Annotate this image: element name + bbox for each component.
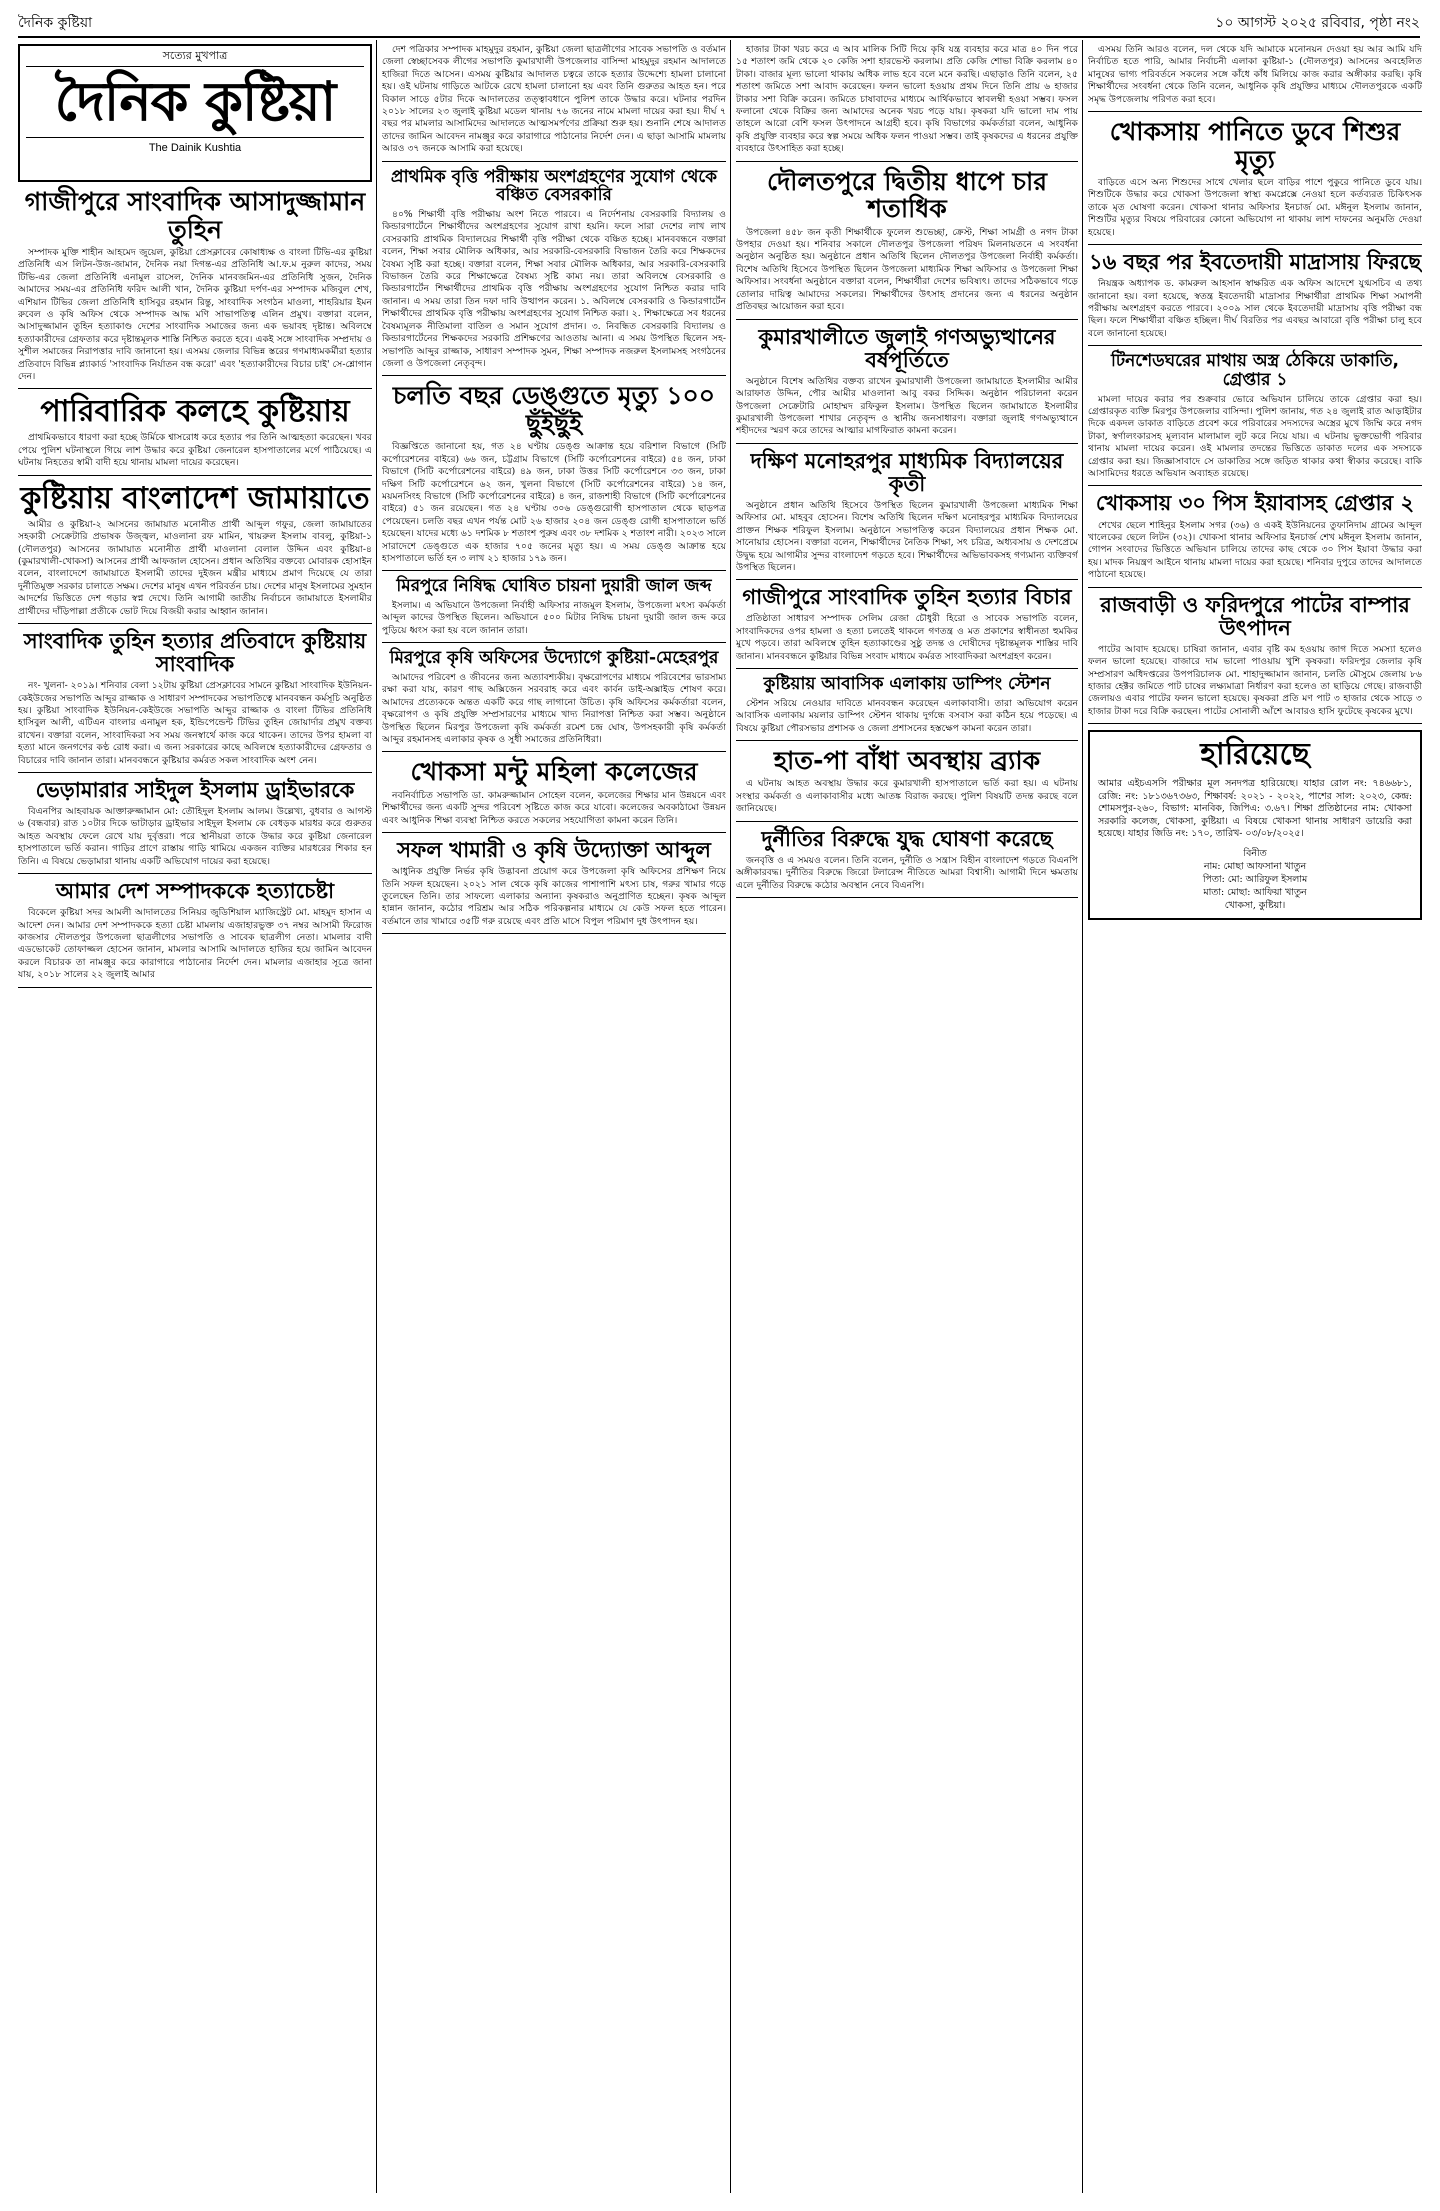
- news-story-khoksa-drowning: [1088, 118, 1422, 245]
- column-divider: [730, 40, 731, 2193]
- story-headline: সাংবাদিক তুহিন হত্যার প্রতিবাদে কুষ্টিয়ায় সাংবাদিক: [23, 628, 367, 677]
- story-headline: গাজীপুরে সাংবাদিক আসাদুজ্জামান তুহিন: [24, 187, 366, 244]
- story-body: ইসলাম। এ অভিযানে উপজেলা নির্বাহী অফিসার নাজমুল ইসলাম, উপজেলা মৎস্য কর্মকর্তা আব্দুল কাদের উপস্থিত ছিলেন। অভিযানে ৫০০ মিটার নিষিদ্ধ চায়না দুয়ারী জাল জব্দ করে পুড়িয়ে ধ্বংস করা হয় বলে জানান তারা।: [382, 600, 726, 636]
- header-paper-name: দৈনিক কুষ্টিয়া: [18, 15, 93, 31]
- news-story-primary-school: [382, 168, 726, 377]
- story-headline: আমার দেশ সম্পাদককে হত্যাচেষ্টা: [55, 879, 335, 904]
- story-body: প্রাথমিকভাবে ধারণা করা হচ্ছে উর্মিকে শ্বাসরোধ করে হত্যার পর তিনি আত্মহত্যা করেছেন। খবর পেয়ে পুলিশ ঘটনাস্থলে গিয়ে লাশ উদ্ধার করে কুষ্টিয়া জেনারেল হাসপাতালের মর্গে পাঠিয়েছে। এ ঘটনায় নিহতের স্বামী বাদী হয়ে থানায় মামলা দায়ের করেছেন।: [18, 432, 372, 469]
- story-body: বিকেলে কুষ্টিয়া সদর আমলী আদালতের সিনিয়র জুডিশিয়াল ম্যাজিস্ট্রেট মো. মাহমুদ হাসান এ আদেশ দেন। আমার দেশ সম্পাদককে হত্যা চেষ্টা মামলায় এজাহারভুক্ত ৩৭ নম্বর আসামী ফিরোজ কাজসার দৌলতপুর উপজেলা ছাত্রলীগের সভাপতি ও সাবেক ছাত্রলীগ নেতা। মামলার বাদী এডভোকেট তোফাজ্জল হোসেন জানান, মামলার আসামি আদালতে হাজির হয়ে জামিন আবেদন করলে বিচারক তা নামঞ্জুর করে কারাগারে পাঠানোর নির্দেশ দেন। মামলার এজাহার সূত্রে জানা যায়, ২০১৮ সালের ২২ জুলাই আমার: [18, 907, 372, 981]
- column-divider: [1082, 40, 1083, 2193]
- story-body: মামলা দায়ের করার পর শুক্রবার ভোরে অভিযান চালিয়ে তাকে গ্রেপ্তার করা হয়। গ্রেপ্তারকৃত ব্যক্তি মিরপুর উপজেলার বাসিন্দা। পুলিশ জানায়, গত ২৪ জুলাই রাত আড়াইটার দিকে একদল ডাকাত বাড়িতে প্রবেশ করে পরিবারের সদস্যদের অস্ত্রের মুখে জিম্মি করে নগদ টাকা, স্বর্ণালংকারসহ মূল্যবান মালামাল লুট করে নিয়ে যায়। এ ঘটনায় ভুক্তভোগী পরিবার থানায় মামলা দায়ের করেন। ওই মামলার তদন্তের ভিত্তিতে ডাকাত দলের এক সদস্যকে গ্রেপ্তার করা হয়। জিজ্ঞাসাবাদে সে ডাকাতির সঙ্গে জড়িত থাকার কথা স্বীকার করেছে। বাকি আসামিদের ধরতে অভিযান অব্যাহত রয়েছে।: [1088, 393, 1422, 479]
- story-headline: চলতি বছর ডেঙ্গুতে মৃত্যু ১০০ ছুঁইছুঁই: [392, 381, 716, 438]
- lost-notice-body: আমার এইচএসসি পরীক্ষার মূল সনদপত্র হারিয়েছে। যাহার রোল নং: ৭৪৬৬৮১, রেজি: নং: ১৮১৩৬৭৩৬৩, শিক্ষাবর্ষ: ২০২১ - ২০২২, পাশের সাল: ২০২৩, কেন্দ্র: শোমসপুর-২৬০, বিভাগ: মানবিক, জিপিএ: ৩.৬৭। শিক্ষা প্রতিষ্ঠানের নাম: খোকসা সরকারি কলেজ, খোকসা, কুষ্টিয়া। এ বিষয়ে খোকসা থানায় সাধারণ ডায়েরি করা হয়েছে। যাহার জিডি নং: ১৭০, তারিখ- ০৩/০৮/২০২৫।: [1098, 778, 1412, 840]
- column-3-stories: [736, 44, 1078, 898]
- story-headline: ১৬ বছর পর ইবতেদায়ী মাদ্রাসায় ফিরছে: [1088, 250, 1422, 275]
- masthead-logo: দৈনিক কুষ্টিয়া: [26, 66, 364, 138]
- story-body: নিয়ন্ত্রক অধ্যাপক ড. কামরুল আহসান স্বাক্ষরিত এক অফিস আদেশে যুগ্মসচিব এ তথ্য জানানো হয়। বলা হয়েছে, স্বতন্ত্র ইবতেদায়ী মাদ্রাসার শিক্ষার্থীরা প্রাথমিক শিক্ষা সমাপনী পরীক্ষায় অংশগ্রহণ করতে পারবে। ২০০৯ সাল থেকে ইবতেদায়ী মাদ্রাসায় বৃত্তি পরীক্ষা বন্ধ ছিল। ফলে শিক্ষার্থীরা বঞ্চিত হচ্ছিল। দীর্ঘ বিরতির পর এবছর আবারো বৃত্তি পরীক্ষা চালু হবে বলে জানানো হয়েছে।: [1088, 278, 1422, 339]
- news-story-daulatpur-400: [736, 168, 1078, 320]
- column-1: [18, 44, 372, 2191]
- news-story-farmer-success: [382, 839, 726, 934]
- story-body: অনুষ্ঠানে প্রধান অতিথি হিসেবে উপস্থিত ছিলেন কুমারখালী উপজেলা মাধ্যমিক শিক্ষা অফিসার মো. মাহবুব হোসেন। বিশেষ অতিথি ছিলেন দক্ষিণ মনোহরপুর মাধ্যমিক বিদ্যালয়ের প্রাক্তন শিক্ষক শরিফুল ইসলাম। অনুষ্ঠানে সভাপতিত্ব করেন বিদ্যালয়ের প্রধান শিক্ষক মো. সানোয়ার হোসেন। বক্তারা বলেন, শিক্ষার্থীদের নৈতিক শিক্ষা, সৎ চরিত্র, অধ্যবসায় ও দেশপ্রেমে উদ্বুদ্ধ হয়ে আগামীর সুন্দর বাংলাদেশ গড়তে হবে। শিক্ষার্থীদের অভিভাবকসহ গণ্যমান্য ব্যক্তিবর্গ উপস্থিত ছিলেন।: [736, 499, 1078, 573]
- column-3: [736, 44, 1078, 2191]
- story-headline: পারিবারিক কলহে কুষ্টিয়ায়: [40, 394, 350, 430]
- story-body: স্টেশন সরিয়ে নেওয়ার দাবিতে মানববন্ধন করেছেন এলাকাবাসী। তারা অভিযোগ করেন আবাসিক এলাকায় ময়লার ডাম্পিং স্টেশন থাকায় দুর্গন্ধে বসবাস করা কঠিন হয়ে পড়েছে। এ বিষয়ে কুষ্টিয়া পৌরসভার প্রশাসক ও জেলা প্রশাসনের হস্তক্ষেপ কামনা করেন তারা।: [736, 697, 1078, 734]
- news-story-mirpur-krishi: [382, 649, 726, 752]
- column-2: [382, 44, 726, 2191]
- story-body: এসময় তিনি আরও বলেন, দল থেকে যদি আমাকে মনোনয়ন দেওয়া হয় আর আমি যদি নির্বাচিত হতে পারি, আমার নির্বাচনী এলাকা কুষ্টিয়া-১ (দৌলতপুর) আসনের অবহেলিত মানুষের ভাগ্য পরিবর্তনে সকলের সঙ্গে কাঁধে কাঁধ মিলিয়ে কাজ করার অঙ্গীকার করছি। কৃষি শিক্ষার্থীদের সংবর্ধনা থেকে তিনি বলেন, আধুনিক কৃষি প্রযুক্তির মাধ্যমে দৌলতপুরকে একটি সমৃদ্ধ উপজেলায় পরিণত করা হবে।: [1088, 44, 1422, 105]
- lost-notice-mother: মাতা: মোছা: আফিয়া খাতুন: [1203, 886, 1307, 898]
- column-1-stories: [18, 188, 372, 988]
- news-story-china-net: [382, 577, 726, 643]
- story-body: এ ঘটনায় আহত অবস্থায় উদ্ধার করে কুমারখালী হাসপাতালে ভর্তি করা হয়। এ ঘটনায় সংস্থার কর্মকর্তা ও এলাকাবাসীর মধ্যে আতঙ্ক বিরাজ করছে। পুলিশ বিষয়টি তদন্ত করছে বলে জানিয়েছে।: [736, 778, 1078, 815]
- story-headline: গাজীপুরে সাংবাদিক তুহিন হত্যার বিচার: [742, 585, 1072, 610]
- story-body: অনুষ্ঠানে বিশেষ অতিথির বক্তব্য রাখেন কুমারখালী উপজেলা জামায়াতে ইসলামীর আমীর আরাফাত উদ্দিন, পৌর আমীর মাওলানা আবু বকর সিদ্দিক। অনুষ্ঠান পরিচালনা করেন উপজেলা সেক্রেটারি মোহাম্মদ রফিকুল ইসলাম। উপস্থিত ছিলেন জামায়াতে ইসলামীর কুমারখালী উপজেলা শাখার নেতৃবৃন্দ ও স্থানীয় জনসাধারণ। বক্তারা জুলাই গণঅভ্যুত্থানে শহীদদের স্মরণ করে তাদের আত্মার মাগফিরাত কামনা করেন।: [736, 375, 1078, 437]
- news-story-dengue: [382, 382, 726, 571]
- story-headline: দক্ষিণ মনোহরপুর মাধ্যমিক বিদ্যালয়ের কৃতী: [750, 448, 1064, 496]
- lost-notice-signature: [1098, 847, 1412, 912]
- page-header: [18, 10, 1420, 38]
- story-headline: হাত-পা বাঁধা অবস্থায় ব্র্যাক: [773, 745, 1041, 775]
- story-headline: ভেড়ামারার সাইদুল ইসলাম ড্রাইভারকে: [35, 777, 355, 802]
- lost-notice-address: খোকসা, কুষ্টিয়া।: [1224, 899, 1286, 911]
- story-headline: মিরপুরে কৃষি অফিসের উদ্যোগে কুষ্টিয়া-মেহেরপুর: [389, 648, 719, 669]
- news-story-madrasa-return: [1088, 251, 1422, 346]
- story-body: বাড়িতে এসে অন্য শিশুদের সাথে খেলার ছলে বাড়ির পাশে পুকুরে পানিতে ডুবে যায়। শিশুটিকে উদ্ধার করে খোকসা উপজেলা স্বাস্থ্য কমপ্লেক্সে নেওয়া হলে কর্তব্যরত চিকিৎসক তাকে মৃত ঘোষণা করেন। খোকসা থানার অফিসার ইনচার্জ মো. মঈনুল ইসলাম জানান, শিশুটির মৃত্যুর বিষয়ে পরিবারের কোনো অভিযোগ না থাকায় লাশ দাফনের অনুমতি দেওয়া হয়েছে।: [1088, 177, 1422, 238]
- news-story-tuhin-honored: [18, 188, 372, 389]
- news-story-bheramara-driver: [18, 779, 372, 874]
- story-headline: কুষ্টিয়ায় বাংলাদেশ জামায়াতে: [20, 480, 370, 516]
- news-story-jamaat: [18, 482, 372, 624]
- column-divider: [376, 40, 377, 2193]
- column-4-stories: [1088, 44, 1422, 724]
- story-headline: সফল খামারী ও কৃষি উদ্যোক্তা আব্দুল: [397, 838, 711, 863]
- news-story-jute-farming: [736, 44, 1078, 162]
- story-body: বিজ্ঞপ্তিতে জানানো হয়, গত ২৪ ঘণ্টায় ডেঙ্গু আক্রান্ত হয়ে বরিশাল বিভাগে (সিটি কর্পোরেশনের বাইরে) ৬৬ জন, চট্টগ্রাম বিভাগে (সিটি কর্পোরেশনের বাইরে) ৫৪ জন, ঢাকা বিভাগে (সিটি কর্পোরেশনের বাইরে) ৪৯ জন, ঢাকা উত্তর সিটি কর্পোরেশনে ৩৩ জন, ঢাকা দক্ষিণ সিটি কর্পোরেশনে ৬২ জন, খুলনা বিভাগে (সিটি কর্পোরেশনের বাইরে) ১৪ জন, ময়মনসিংহ বিভাগে (সিটি কর্পোরেশনের বাইরে) ৪ জন, রাজশাহী বিভাগে (সিটি কর্পোরেশনের বাইরে) ৫১ জন রয়েছেন। গত ২৪ ঘণ্টায় ৩০৬ ডেঙ্গুরোগী হাসপাতাল থেকে ছাড়পত্র পেয়েছেন। চলতি বছর এখন পর্যন্ত মোট ২৬ হাজার ২০৪ জন ডেঙ্গু রোগী হাসপাতালে ভর্তি হয়েছেন। যাদের মধ্যে ৬১ দশমিক ৮ শতাংশ পুরুষ এবং ৩৮ দশমিক ২ শতাংশ নারী। ২০২৩ সালে সারাদেশে ডেঙ্গুতে এক হাজার ৭০৫ জনের মৃত্যু হয়। এ সময় ডেঙ্গু আক্রান্ত হয়ে হাসপাতালে ভর্তি হন ৩ লাখ ২১ হাজার ১৭৯ জন।: [382, 441, 726, 564]
- story-body: প্রতিষ্ঠাতা সাধারণ সম্পাদক সেলিম রেজা চৌধুরী হিরো ও সাবেক সভাপতি বলেন, সাংবাদিকদের ওপর হামলা ও হত্যা চলতেই থাকলে গণতন্ত্র ও মত প্রকাশের স্বাধীনতা হুমকির মুখে পড়বে। তারা অবিলম্বে তুহিন হত্যাকাণ্ডের সুষ্ঠু তদন্ত ও দোষীদের দৃষ্টান্তমূলক শাস্তির দাবি জানান। মানববন্ধনে কুষ্টিয়ার বিভিন্ন সংবাদ মাধ্যমে কর্মরত সাংবাদিকরা অংশগ্রহণ করেন।: [736, 613, 1078, 662]
- story-body: নবনির্বাচিত সভাপতি ডা. কামরুজ্জামান সোহেল বলেন, কলেজের শিক্ষার মান উন্নয়নে এবং শিক্ষার্থীদের জন্য একটি সুন্দর পরিবেশ সৃষ্টিতে কাজ করে যাবো। কলেজের অবকাঠামো উন্নয়ন এবং আধুনিক শিক্ষা ব্যবস্থা নিশ্চিত করতে সকলের সহযোগিতা কামনা করেন তিনি।: [382, 789, 726, 826]
- story-body: সম্পাদক মুক্তি শাহীন আহমেদ জুয়েল, কুষ্টিয়া প্রেসক্লাবের কোষাধ্যক্ষ ও বাংলা টিভি-এর কুষ্টিয়া প্রতিনিধি এস লিটন-উজ-জামান, দৈনিক নয়া দিগন্ত-এর প্রতিনিধি আ.ফ.ম নুরুল কাদের, সময় টিভি-এর জেলা প্রতিনিধি এনামুল রাসেল, দৈনিক মানবজমিন-এর প্রতিনিধি সুজন, দৈনিক আমাদের সময়-এর প্রতিনিধি ফরিদ আলী খান, দৈনিক কুষ্টিয়া দর্পণ-এর সম্পাদক মজিবুল শেখ, এশিয়ান টিভির জেলা প্রতিনিধি হাসিবুর রহমান রিন্তু, সাংবাদিক সংগঠন মাওলা, শাহরিয়ার ইমন রুবেল ও কৃষি অফিস থেকে সম্পাদক আদ্ধ মণি সাভাপতিত্ব এলিন প্রমুখ। বক্তারা বলেন, আসাদুজ্জামান তুহিন হত্যাকাণ্ড দেশের সাংবাদিক সমাজের জন্য এক ভয়াবহ দৃষ্টান্ত। অবিলম্বে হত্যাকারীদের গ্রেফতার করে দৃষ্টান্তমূলক শাস্তি নিশ্চিত করতে হবে। একই সঙ্গে সাংবাদিক সম্প্রদায় ও সুশীল সমাজের নিরাপত্তার দাবি জানানো হয়। এসময় জেলার বিভিন্ন স্তরের গণমাধ্যমকর্মীরা হত্যার প্রতিবাদে বিভিন্ন প্ল্যাকার্ড 'সাংবাদিক নির্যাতন বন্ধ করো' এবং 'হত্যাকারীদের বিচার চাই' সে-শ্লোগান দেন।: [18, 247, 372, 383]
- news-story-election: [1088, 44, 1422, 112]
- story-headline: কুমারখালীতে জুলাই গণঅভ্যুত্থানের বর্ষপূর্তিতে: [758, 324, 1056, 372]
- story-body: ৪০% শিক্ষার্থী বৃত্তি পরীক্ষায় অংশ নিতে পারবে। এ নির্দেশনায় বেসরকারি বিদ্যালয় ও কিন্ডারগার্টেনে শিক্ষার্থীদের অংশগ্রহণের সুযোগ রাখা হয়নি। ফলে সারা দেশের লাখ লাখ বেসরকারি প্রাথমিক বিদ্যালয়ের শিক্ষার্থী বৃত্তি পরীক্ষা থেকে বঞ্চিত হচ্ছে। মানববন্ধনে বক্তারা বলেন, শিক্ষা সবার মৌলিক অধিকার, আর সরকারি-বেসরকারি বিভাজন তৈরি করে শিক্ষকদের বৈষম্য সৃষ্টি করা হচ্ছে। বক্তারা বলেন, শিক্ষা সবার মৌলিক অধিকার, আর সরকারি-বেসরকারি বিভাজন তৈরি করে শিক্ষাক্ষেত্রে বৈষম্য সৃষ্টি কাম্য নয়। তারা অবিলম্বে বেসরকারি ও কিন্ডারগার্টেন শিক্ষার্থীদের প্রাথমিক বৃত্তি পরীক্ষায় অংশগ্রহণের সুযোগ নিশ্চিত করার দাবি জানান। এ সময় তারা তিন দফা দাবি উত্থাপন করেন। ১. অবিলম্বে বেসরকারি ও কিন্ডারগার্টেন শিক্ষার্থীদের প্রাথমিক বৃত্তি পরীক্ষায় অংশগ্রহণের সুযোগ নিশ্চিত করা। ২. শিক্ষাক্ষেত্রে সব ধরনের বৈষম্যমূলক নীতিমালা বাতিল ও সমান সুযোগ প্রদান। ৩. নিবন্ধিত বেসরকারি বিদ্যালয় ও কিন্ডারগার্টেনের শিক্ষকদের সরকারি প্রশিক্ষণের আওতায় আনা। এ সময় উপস্থিত ছিলেন সহ-সভাপতি আব্দুর রাজ্জাক, সাধারণ সম্পাদক সুমন, শিক্ষা সম্পাদক নজরুল ইসলামসহ সংগঠনের জেলা ও উপজেলা নেতৃবৃন্দ।: [382, 209, 726, 369]
- news-story-kumarkhali-july: [736, 326, 1078, 444]
- header-date-page: ১০ আগস্ট ২০২৫ রবিবার, পৃষ্ঠা নং২: [1215, 15, 1420, 31]
- news-story-editor-attack: [18, 880, 372, 988]
- story-headline: কুষ্টিয়ায় আবাসিক এলাকায় ডাম্পিং স্টেশন: [763, 674, 1051, 695]
- news-story-anti-corruption: [736, 828, 1078, 898]
- story-body: উপজেলা ৪৫৮ জন কৃতী শিক্ষার্থীকে ফুলেল শুভেচ্ছা, ক্রেস্ট, শিক্ষা সামগ্রী ও নগদ টাকা উপহার দেওয়া হয়। শনিবার সকালে দৌলতপুর উপজেলা পরিষদ মিলনায়তনে এ সংবর্ধনা অনুষ্ঠান অনুষ্ঠিত হয়। অনুষ্ঠানে প্রধান অতিথি ছিলেন দৌলতপুর উপজেলা নির্বাহী কর্মকর্তা। বিশেষ অতিথি হিসেবে উপস্থিত ছিলেন উপজেলা মাধ্যমিক শিক্ষা অফিসার ও উপজেলা শিক্ষা অফিসার। সংবর্ধনা অনুষ্ঠানে বক্তারা বলেন, শিক্ষার্থীরা দেশের ভবিষ্যৎ। তাদের সঠিকভাবে গড়ে তোলার দায়িত্ব আমাদের সকলের। শিক্ষার্থীদের উৎসাহ প্রদানের জন্য এ ধরনের অনুষ্ঠান প্রতিবছর আয়োজন করা হবে।: [736, 226, 1078, 313]
- story-headline: খোকসায় পানিতে ডুবে শিশুর মৃত্যু: [1109, 117, 1401, 174]
- lost-notice-title: হারিয়েছে: [1200, 737, 1310, 773]
- story-body: জনবৃত্তি ও এ সময়ও বলেন। তিনি বলেন, দুর্নীতি ও সন্ত্রাস বিহীন বাংলাদেশ গড়তে বিএনপি অঙ্গীকারবদ্ধ। দুর্নীতির বিরুদ্ধে জিরো টলারেন্স নীতিতে আমরা বিশ্বাসী। আগামী দিনে ক্ষমতায় এলে দুর্নীতির বিরুদ্ধে কঠোর অবস্থান নেবে বিএনপি।: [736, 854, 1078, 891]
- news-story-brac: [736, 747, 1078, 822]
- news-story-yaba: [1088, 492, 1422, 587]
- story-headline: প্রাথমিক বৃত্তি পরীক্ষায় অংশগ্রহণের সুযোগ থেকে বঞ্চিত বেসরকারি: [390, 166, 718, 206]
- masthead-english: The Dainik Kushtia: [148, 142, 242, 155]
- story-body: নং- খুলনা- ২০১৯। শনিবার বেলা ১২টায় কুষ্টিয়া প্রেসক্লাবের সামনে কুষ্টিয়া সাংবাদিক ইউনিয়ন-কেইউজের সভাপতি আব্দুর রাজ্জাক ও সাধারণ সম্পাদকের সভাপতিত্বে মানববন্ধন কর্মসূচি অনুষ্ঠিত হয়। কুষ্টিয়া সাংবাদিক ইউনিয়ন-কেইউজে সভাপতি আব্দুর রাজ্জাক ও বাংলা টিভির প্রতিনিধি হাসিবুল আলী, এটিএন বাংলার এনামুল হক, ইন্ডিপেন্ডেন্ট টিভির তুহিন জোয়ার্দার প্রমুখ বক্তব্য রাখেন। বক্তারা বলেন, সাংবাদিকরা সব সময় জনস্বার্থে কাজ করে থাকেন। তাদের উপর হামলা বা হত্যা মানে জনগণের কণ্ঠ রোধ করা। এ জন্য সরকারের কাছে অবিলম্বে হত্যাকারীদের গ্রেফতার ও বিচারের দাবি জানান তারা। মানববন্ধনে কুষ্টিয়ার কর্মরত সকল সাংবাদিক অংশ নেন।: [18, 680, 372, 766]
- story-headline: দুর্নীতির বিরুদ্ধে যুদ্ধ ঘোষণা করেছে: [761, 826, 1053, 851]
- story-headline: দৌলতপুরে দ্বিতীয় ধাপে চার শতাধিক: [766, 166, 1048, 224]
- news-story-robbery: [1088, 352, 1422, 486]
- story-body: পাটের আবাদ হয়েছে। চাষিরা জানান, এবার বৃষ্টি কম হওয়ায় জাগ দিতে সমস্যা হলেও ফলন ভালো হয়েছে। বাজারে দাম ভালো পাওয়ায় খুশি কৃষকরা। ফরিদপুর জেলার কৃষি সম্প্রসারণ অধিদপ্তরের উপপরিচালক মো. শাহাদুজ্জামান জানান, চলতি মৌসুমে জেলায় ৮৬ হাজার হেক্টর জমিতে পাট চাষের লক্ষ্যমাত্রা নির্ধারণ করা হলেও তা ছাড়িয়ে গেছে। রাজবাড়ী জেলায়ও এবার পাটের ফলন ভালো হয়েছে। কৃষকরা প্রতি মণ পাট ৩ হাজার থেকে সাড়ে ৩ হাজার টাকা দরে বিক্রি করছেন। পাটের সোনালী আঁশে আবারও হাসি ফুটেছে কৃষকের মুখে।: [1088, 643, 1422, 717]
- news-story-manohorpur-school: [736, 450, 1078, 581]
- story-headline: টিনশেডঘরের মাথায় অস্ত্র ঠেকিয়ে ডাকাতি, গ্রেপ্তার ১: [1110, 351, 1400, 390]
- story-headline: খোকসা মন্টু মহিলা কলেজের: [410, 757, 698, 787]
- news-story-jute-yield: [1088, 594, 1422, 725]
- story-body: আমাদের পরিবেশ ও জীবনের জন্য অত্যাবশ্যকীয়। বৃক্ষরোপণের মাধ্যমে পরিবেশের ভারসাম্য রক্ষা করা যায়, কারণ গাছ অক্সিজেন সরবরাহ করে এবং কার্বন ডাই-অক্সাইড শোষণ করে। আমাদের প্রত্যেককে অন্তত একটি করে গাছ লাগানো উচিত। কৃষি অফিসের কর্মকর্তারা বলেন, বৃক্ষরোপণ ও কৃষি প্রযুক্তি সম্প্রসারণের মাধ্যমে খাদ্য নিরাপত্তা নিশ্চিত করা সম্ভব। অনুষ্ঠানে উপস্থিত ছিলেন মিরপুর উপজেলা কৃষি কর্মকর্তা রমেশ চন্দ্র ঘোষ, উপসহকারী কৃষি কর্মকর্তা আব্দুর রহমানসহ এলাকার কৃষক ও সুধী সমাজের প্রতিনিধিরা।: [382, 671, 726, 745]
- news-story-khoksa-college: [382, 758, 726, 833]
- news-story-tuhin-justice: [736, 586, 1078, 669]
- story-headline: খোকসায় ৩০ পিস ইয়াবাসহ গ্রেপ্তার ২: [1095, 491, 1415, 516]
- story-body: আমীর ও কুষ্টিয়া-২ আসনের জামায়াত মনোনীত প্রার্থী আব্দুল গফুর, জেলা জামায়াতের সহকারী সেক্রেটারি প্রভাষক উজ্জ্বল, মাওলানা রফ মামিন, খায়রুল ইসলাম বাবলু, কুষ্টিয়া-১ (দৌলতপুর) আসনের জামায়াত মনোনীত প্রার্থী মাওলানা বেলাল উদ্দিন এবং কুষ্টিয়া-৪ (কুমারখালী-খোকসা) আসনের প্রার্থী আফজাল হোসেন। প্রধান অতিথির বক্তব্যে মোবারক হোসাইন বলেন, বাংলাদেশে জামায়াতে ইসলামী তাদের দুইজন মন্ত্রীর মাধ্যমে প্রমাণ দিয়েছে যে তারা দুর্নীতিমুক্ত সরকার চালাতে সক্ষম। দেশের মানুষ এখন পরিবর্তন চায়। দেশের মানুষ ইসলামের সুমহান আদর্শের ভিত্তিতে দেশ গড়ার স্বপ্ন দেখে। তিনি আগামী জাতীয় নির্বাচনে জামায়াতে ইসলামীর প্রার্থীদের দাঁড়িপাল্লা প্রতীকে ভোট দিয়ে বিজয়ী করার আহ্বান জানান।: [18, 518, 372, 617]
- story-headline: রাজবাড়ী ও ফরিদপুরে পাটের বাম্পার উৎপাদন: [1100, 592, 1410, 640]
- lost-notice-sign-label: বিনীত: [1243, 847, 1267, 859]
- story-body: হাজার টাকা খরচ করে এ আব মালিক সিটি দিয়ে কৃষি যন্ত্র ব্যবহার করে মাত্র ৪০ দিন পরে ১৫ শতাংশ জমি থেকে ২০ কেজি সশা হারভেস্ট করলাম। প্রতি কেজি শোভা বিক্রি করলাম ৪০ টাকা। বাজার মূল্য ভালো থাকায় অধিক লাভ হবে বলে মনে করছি। এছাড়াও তিনি বলেন, ২৫ শতাংশ জমিতে সশা আবাদ করেছেন। ফলন ভালো হওয়ায় প্রথম দিনে তিনি প্রায় ৬ হাজার টাকার সশা বিক্রি করেন। জমিতে চাষাবাদের মাধ্যমে আর্থিকভাবে স্বাবলম্বী হওয়া সম্ভব। ফসল ফলানো থেকে বিক্রির জন্য আমাদের অনেক খরচ পড়ে যায়। কৃষকরা যদি ভালো দাম পায় তাহলে আরো বেশি ফসল উৎপাদনে আগ্রহী হবে। কৃষি বিভাগের কর্মকর্তারা বলেন, আধুনিক কৃষি প্রযুক্তি ব্যবহার করে স্বল্প সময়ে অধিক ফলন পাওয়া সম্ভব। তাই কৃষকদের এ ধরনের প্রযুক্তি ব্যবহারে উৎসাহিত করা হচ্ছে।: [736, 44, 1078, 155]
- news-story-family-feud: [18, 395, 372, 475]
- story-body: বিএনপির আহবায়ক আক্তারুজ্জামান মো: তৌহিদুল ইসলাম আলম। উল্লেখ্য, বুধবার ও আগস্ট ৬ (বন্ধবার) রাত ১০টার দিকে ভাটাড়ার ড্রাইভার সাইদুল ইসলাম কে বেধড়ক মারধর করে গুরুতর আহত অবস্থায় ফেলে রেখে যায় দুর্বৃত্তরা। পরে স্থানীয়রা তাকে উদ্ধার করে কুষ্টিয়া জেনারেল হাসপাতালে ভর্তি করান। গাড়ির প্রাণে রাস্তায় গাড়ি থামিয়ে একজন ব্যক্তির মারধরের শিকার হন তিনি। এ বিষয়ে ভেড়ামারা থানায় একটি অভিযোগ দায়ের করা হয়েছে।: [18, 806, 372, 867]
- story-body: শেখের ছেলে শাহিনুর ইসলাম সগর (৩৬) ও একই ইউনিয়নের তুফানিদাম গ্রামের আব্দুল খালেকের ছেলে লিটন (৩২)। খোকসা থানার অফিসার ইনচার্জ শেখ মঈনুল ইসলাম জানান, গোপন সংবাদের ভিত্তিতে অভিযান চালিয়ে তাদের কাছ থেকে ৩০ পিস ইয়াবা উদ্ধার করা হয়। মাদক নিয়ন্ত্রণ আইনে থানায় মামলা দায়ের করা হয়েছে। শনিবার দুপুরে তাদের আদালতে পাঠানো হয়েছে।: [1088, 519, 1422, 581]
- news-story-mahmudur: [382, 44, 726, 162]
- story-headline: মিরপুরে নিষিদ্ধ ঘোষিত চায়না দুয়ারী জাল জব্দ: [396, 576, 712, 597]
- news-story-journalists-protest: [18, 630, 372, 773]
- masthead-slogan: সত্যের মুখপাত্র: [162, 49, 228, 62]
- column-4: [1088, 44, 1422, 2191]
- story-body: আধুনিক প্রযুক্তি নির্ভর কৃষি উদ্ভাবনা প্রয়োগ করে উপজেলা কৃষি অফিসের প্রশিক্ষণ নিয়ে তিনি সফল হয়েছেন। ২০২১ সাল থেকে কৃষি কাজের পাশাপাশি মৎস্য চাষ, গরুর খামার গড়ে তুলেছেন তিনি। তার সাফল্যে এলাকার অন্যান্য কৃষকরাও অনুপ্রাণিত হচ্ছেন। কৃষক আব্দুল হান্নান জানান, কঠোর পরিশ্রম আর সঠিক পরিকল্পনার মাধ্যমে যে কেউ সফল হতে পারেন। বর্তমানে তার খামারে ৩৫টি গরু রয়েছে এবং প্রতি মাসে বিপুল পরিমাণ দুধ উৎপাদন হয়।: [382, 866, 726, 927]
- lost-notice-ad: [1088, 730, 1422, 920]
- story-body: দেশ পত্রিকার সম্পাদক মাহমুদুর রহমান, কুষ্টিয়া জেলা ছাত্রলীগের সাবেক সভাপতি ও বর্তমান জেলা স্বেচ্ছাসেবক লীগের সভাপতি কুমারখালী উপজেলার বাসিন্দা মাহমুদুর রহমান আদালতে হাজিরা দিতে আসেন। এসময় কুষ্টিয়ার আদালত চত্বরে তাকে হত্যার উদ্দেশ্যে হামলা চালানো হয়। ওই ঘটনায় গাড়িতে আটকে রেখে হামলা চালানো হয় এবং তিনি গুরুতর আহত হন। পরে বিকাল সাড়ে ৫টার দিকে আদালতের তত্ত্বাবধানে পুলিশ তাকে উদ্ধার করে। ঘটনার পরদিন ২০১৮ সালের ২৩ জুলাই কুষ্টিয়া মডেল থানায় ৭৬ জনের নামে মামলা দায়ের করা হয়। দীর্ঘ ৭ বছর পর মামলার আসামিদের আদালতে আত্মসমর্পণের প্রক্রিয়া শুরু হয়। শুনানি শেষে আদালত তাদের জামিন আবেদন নামঞ্জুর করে কারাগারে পাঠানোর নির্দেশ দেন। এ ছাড়া আসামি মামলায় আরও ৩৭ জনকে আসামি করা হয়েছে।: [382, 44, 726, 155]
- masthead: [18, 44, 372, 182]
- lost-notice-father: পিতা: মো: আরিফুল ইসলাম: [1202, 873, 1308, 885]
- column-2-stories: [382, 44, 726, 934]
- news-story-dumping-station: [736, 675, 1078, 741]
- lost-notice-name: নাম: মোছা আফসানা খাতুন: [1203, 860, 1307, 872]
